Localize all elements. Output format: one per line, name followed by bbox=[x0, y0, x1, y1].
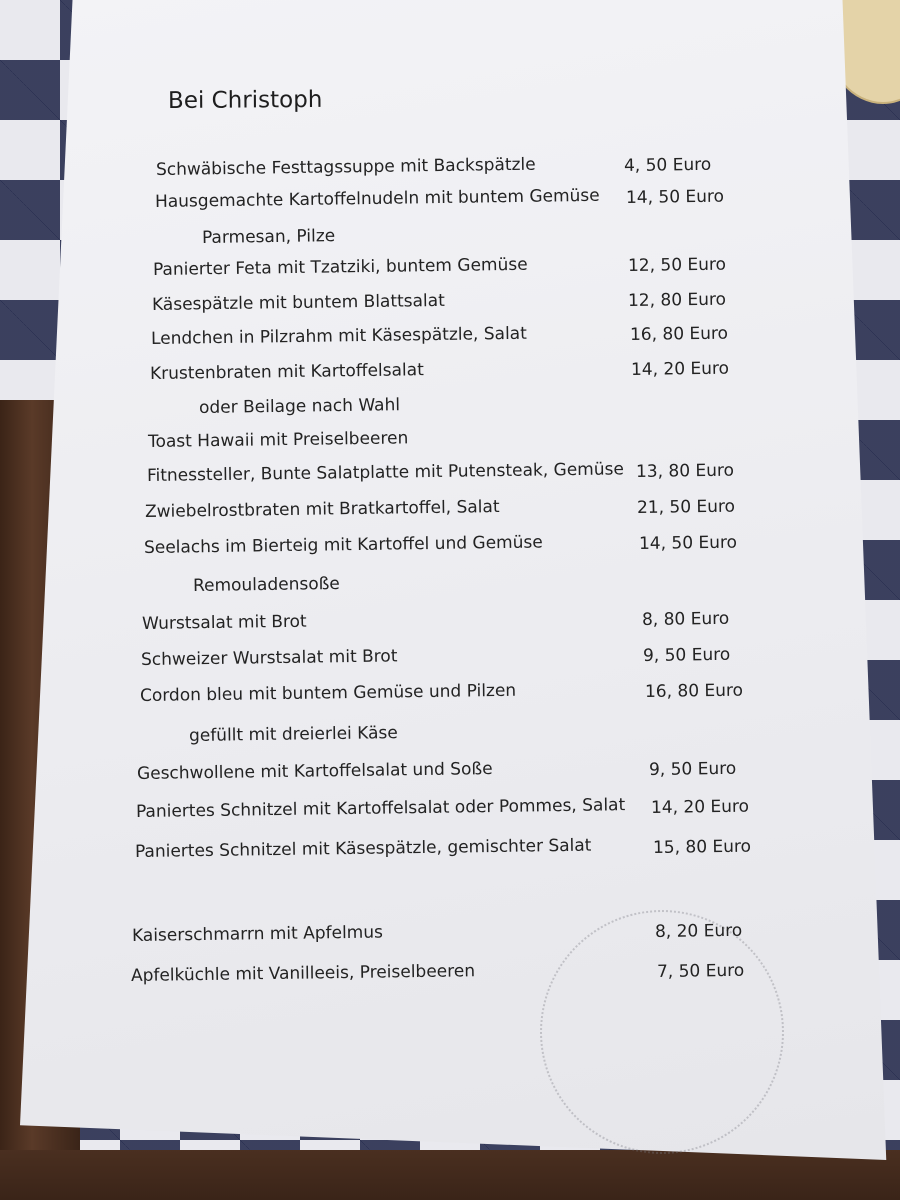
menu-item-name: Apfelküchle mit Vanilleeis, Preiselbeeren bbox=[130, 961, 476, 986]
menu-item-name: Paniertes Schnitzel mit Käsespätzle, gemischter Salat bbox=[134, 835, 592, 862]
menu-item-name: Panierter Feta mit Tzatziki, buntem Gemüse bbox=[152, 254, 528, 280]
menu-item-price: 14, 50 Euro bbox=[638, 532, 738, 554]
menu-item-price: 15, 80 Euro bbox=[652, 836, 752, 858]
menu-item-name: Schwäbische Festtagssuppe mit Backspätzle bbox=[155, 154, 536, 180]
menu-item-name: Käsespätzle mit buntem Blattsalat bbox=[151, 290, 445, 315]
menu-item-price: 8, 80 Euro bbox=[641, 608, 730, 630]
menu-item-detail: Remouladensoße bbox=[192, 573, 340, 596]
menu-item-price: 14, 20 Euro bbox=[650, 796, 750, 818]
menu-item-name: Schweizer Wurstsalat mit Brot bbox=[140, 646, 398, 670]
menu-item-detail: gefüllt mit dreierlei Käse bbox=[188, 723, 398, 746]
menu-item-name: Cordon bleu mit buntem Gemüse und Pilzen bbox=[139, 680, 517, 706]
menu-item-detail: Parmesan, Pilze bbox=[201, 226, 336, 248]
menu-item-name: Lendchen in Pilzrahm mit Käsespätzle, Salat bbox=[150, 323, 527, 349]
menu-item-price: 9, 50 Euro bbox=[642, 644, 731, 666]
menu-item-name: Hausgemachte Kartoffelnudeln mit buntem Gemüse bbox=[154, 185, 600, 212]
menu-item-price: 4, 50 Euro bbox=[623, 154, 712, 176]
menu-item-price: 12, 80 Euro bbox=[627, 289, 727, 311]
menu-item-name: Zwiebelrostbraten mit Bratkartoffel, Salat bbox=[144, 497, 500, 522]
menu-item-detail: oder Beilage nach Wahl bbox=[198, 395, 401, 418]
menu-item-name: Fitnessteller, Bunte Salatplatte mit Putensteak, Gemüse bbox=[146, 459, 624, 486]
menu-item-name: Krustenbraten mit Kartoffelsalat bbox=[149, 360, 424, 384]
menu-item-price: 14, 50 Euro bbox=[625, 186, 725, 208]
menu-item-price: 14, 20 Euro bbox=[630, 358, 730, 380]
restaurant-title: Bei Christoph bbox=[167, 86, 323, 114]
menu-item-price: 16, 80 Euro bbox=[629, 323, 729, 345]
menu-item-name: Geschwollene mit Kartoffelsalat und Soße bbox=[136, 759, 493, 784]
menu-item-price: 12, 50 Euro bbox=[627, 254, 727, 276]
menu-item-name: Paniertes Schnitzel mit Kartoffelsalat oder Pommes, Salat bbox=[135, 795, 626, 822]
menu-item-price: 7, 50 Euro bbox=[656, 960, 745, 982]
menu-item-price: 9, 50 Euro bbox=[648, 758, 737, 780]
menu-item-name: Seelachs im Bierteig mit Kartoffel und Gemüse bbox=[143, 532, 543, 558]
menu-item-price: 21, 50 Euro bbox=[636, 496, 736, 518]
menu-item-price: 16, 80 Euro bbox=[644, 680, 744, 702]
menu-item-name: Wurstsalat mit Brot bbox=[141, 611, 307, 634]
menu-item-price: 13, 80 Euro bbox=[635, 460, 735, 482]
menu-item-name: Kaiserschmarrn mit Apfelmus bbox=[131, 922, 384, 946]
menu-item-price: 8, 20 Euro bbox=[654, 920, 743, 942]
menu-item-name: Toast Hawaii mit Preiselbeeren bbox=[147, 428, 409, 452]
